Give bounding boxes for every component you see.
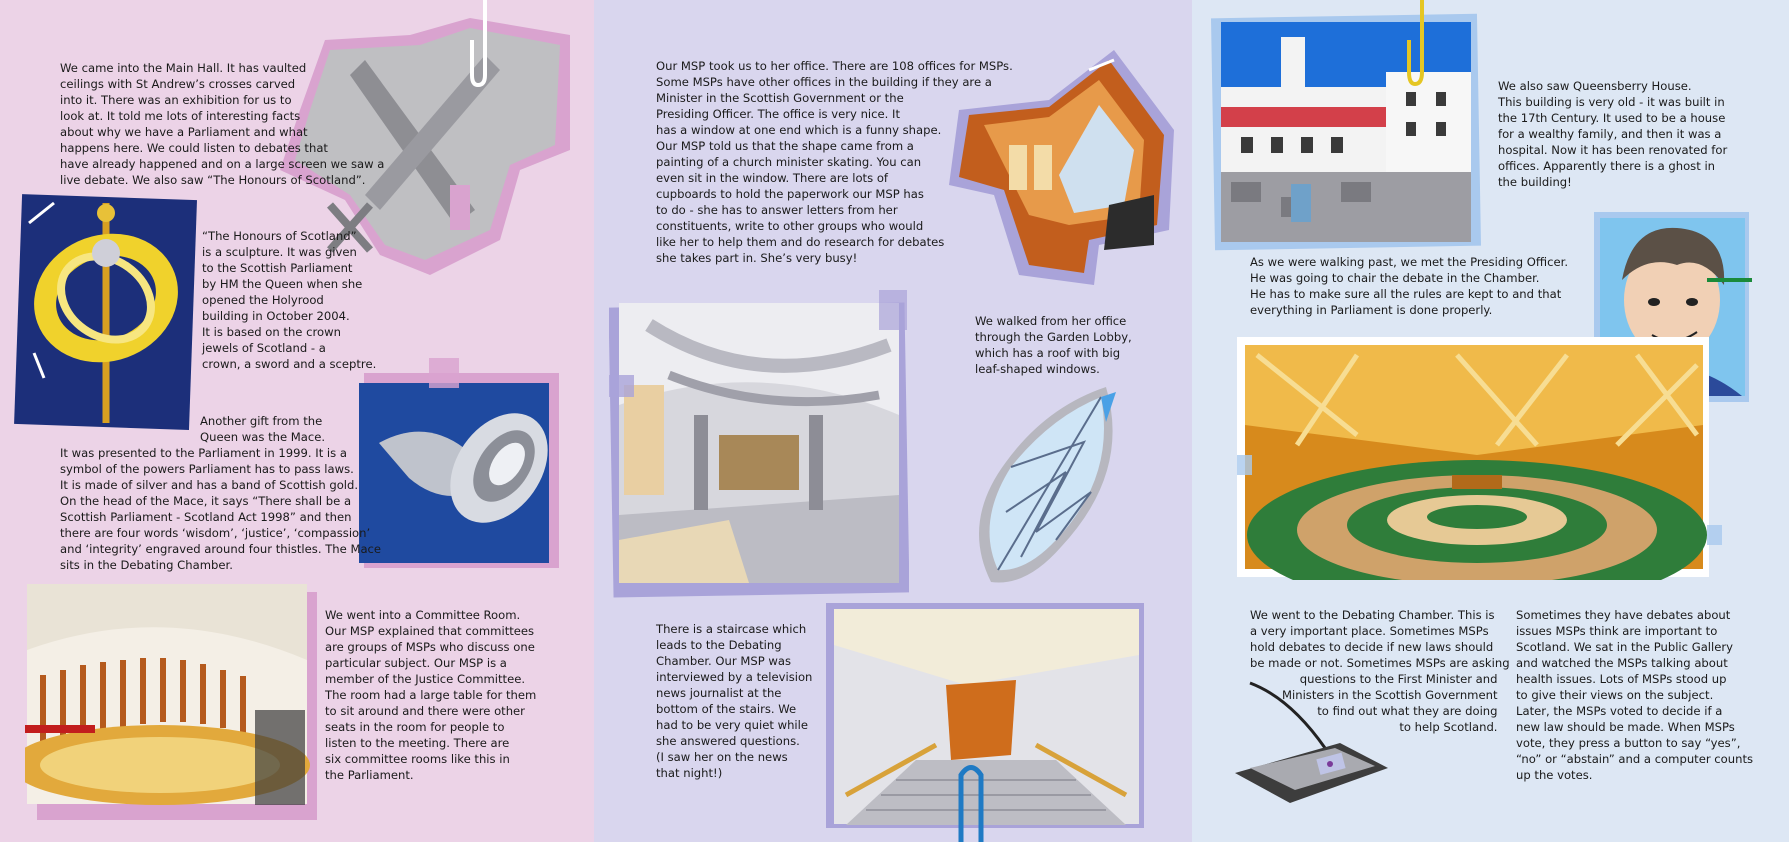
middle-panel <box>594 0 1192 842</box>
debating-chamber-icon <box>1237 335 1722 580</box>
main-hall-icon <box>609 285 909 610</box>
mace-intro-text: Another gift from the Queen was the Mace. <box>200 414 326 444</box>
committee-room-icon <box>25 580 320 820</box>
presiding-text: As we were walking past, we met the Presiding Officer. He was going to chair the debate in the Chamber. He has to make sure all the rules are kept to and that everything in Parliament is done properly. <box>1250 255 1569 317</box>
voting-console-icon <box>1230 678 1390 808</box>
paperclip-icon <box>470 0 500 90</box>
queensberry-house-icon <box>1211 12 1481 252</box>
mace-head-icon <box>354 358 564 573</box>
staircase-text: There is a staircase which leads to the Debating Chamber. Our MSP was interviewed by a television news journalist at the bottom of the stairs. We had to be very quiet while she answered questions. (I saw her on the news that night!) <box>656 622 813 780</box>
main-hall-text: We came into the Main Hall. It has vaulted ceilings with St Andrew’s crosses carved into it. There was an exhibition for us to look at. It told me lots of interesting facts about why we have a Parliament and what happens here. We could listen to debates that have already happened and on a large screen we saw a live debate. We also saw “The Honours of Scotland”. <box>60 61 385 187</box>
garden-lobby-text: We walked from her office through the Garden Lobby, which has a roof with big leaf-shaped windows. <box>975 314 1132 376</box>
office-window-icon <box>939 45 1179 295</box>
right-panel <box>1192 0 1789 842</box>
paperclip-icon <box>1407 0 1437 90</box>
staircase-icon <box>826 595 1146 842</box>
left-panel <box>0 0 594 842</box>
queensberry-text: We also saw Queensberry House. This building is very old - it was built in the 17th Century. It used to be a house for a wealthy family, and then it was a hospital. Now it has been renovated for offices. Apparently there is a ghost in the building! <box>1498 79 1728 189</box>
chamber-text: We went to the Debating Chamber. This is a very important place. Sometimes MSPs hold debates to decide if new laws should be made or not. Sometimes MSPs are asking <box>1250 608 1510 670</box>
mace-text: It was presented to the Parliament in 1999. It is a symbol of the powers Parliament has to pass laws. It is made of silver and has a band of Scottish gold. On the head of the Mace, it says “There shall be a Scottish Parliament - Scotland Act 1998” and then there are four words ‘wisdom’, ‘justice’, ‘compassion’ and ‘integrity’ engraved around four thistles. The Mace sits in the Debating Chamber. <box>60 446 382 572</box>
chamber-text-continued: questions to the First Minister and Ministers in the Scottish Government to find out what they are doing to help Scotland. <box>1282 672 1498 734</box>
honours-text: “The Honours of Scotland” is a sculpture. It was given to the Scottish Parliament by HM the Queen when she opened the Holyrood building in October 2004. It is based on the crown jewels of Scotland - a crown, a sword and a sceptre. <box>202 229 377 371</box>
committee-text: We went into a Committee Room. Our MSP explained that committees are groups of MSPs who discuss one particular subject. Our MSP is a member of the Justice Committee. The room had a large table for them to sit around and there were other seats in the room for people to listen to the meeting. There are six committee rooms like this in the Parliament. <box>325 608 537 782</box>
office-text: Our MSP took us to her office. There are 108 offices for MSPs. Some MSPs have other offices in the building if they are a Minister in the Scottish Government or the Presiding Officer. The office is very nice. It has a window at one end which is a funny shape. Our MSP told us that the shape came from a painting of a church minister skating. You can even sit in the window. There are lots of cupboards to hold the paperwork our MSP has to do - she has to answer letters from her constituents, write to other groups who would like her to help them and do research for debates she takes part in. She’s very busy! <box>656 59 1013 265</box>
debates-text: Sometimes they have debates about issues MSPs think are important to Scotland. We sat in the Public Gallery and watched the MSPs talking about health issues. Lots of MSPs stood up to give their views on the subject. Later, the MSPs voted to decide if a new law should be made. When MSPs vote, they press a button to say “yes”, “no” or “abstain” and a computer counts up the votes. <box>1516 608 1754 782</box>
leaf-window-icon <box>966 382 1126 597</box>
honours-sculpture-icon <box>14 193 199 433</box>
